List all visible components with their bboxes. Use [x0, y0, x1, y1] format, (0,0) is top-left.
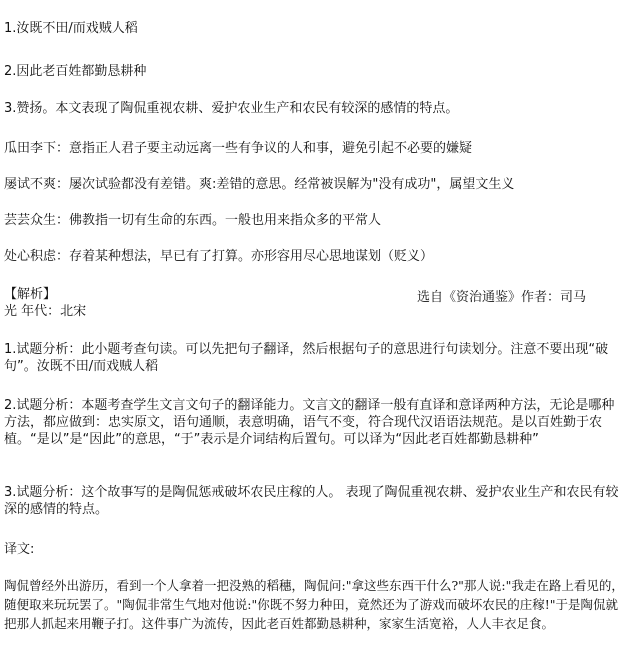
source-info: 选自《资治通鉴》作者：司马 — [417, 290, 587, 305]
translation-body: 陶侃曾经外出游历，看到一个人拿着一把没熟的稻穗，陶侃问:"拿这些东西干什么?"那人说:"我走在路上看见的，随便取来玩玩罢了。"陶侃非常生气地对他说:"你既不努力种田，竟然还为了游戏而破坏农民的庄稼!"于是陶侃就把那人抓起来用鞭子打。这件事广为流传，因此老百姓都勤恳耕种，家家生活宽裕，人人丰衣足食。 — [4, 578, 624, 631]
answer-2: 2.因此老百姓都勤恳耕种 — [4, 64, 147, 79]
source-info-continued: 光 年代：北宋 — [4, 304, 87, 319]
idiom-guatian-lixia: 瓜田李下：意指正人君子要主动远离一些有争议的人和事，避免引起不必要的嫌疑 — [4, 141, 473, 156]
idiom-lvshi-bushuang: 屡试不爽：屡次试验都没有差错。爽:差错的意思。经常被误解为"没有成功"，属望文生义 — [4, 177, 515, 192]
idiom-yunyun-zhongsheng: 芸芸众生：佛教指一切有生命的东西。一般也用来指众多的平常人 — [4, 213, 382, 228]
idiom-chuxin-jilv: 处心积虑：存着某种想法，早已有了打算。亦形容用尽心思地谋划（贬义） — [4, 249, 434, 264]
answer-3: 3.赞扬。本文表现了陶侃重视农耕、爱护农业生产和农民有较深的感情的特点。 — [4, 101, 459, 116]
analysis-paragraph-1: 1.试题分析：此小题考查句读。可以先把句子翻译，然后根据句子的意思进行句读划分。注意不要出现“破句”。汝既不田/而戏贼人稻 — [4, 342, 609, 374]
analysis-heading: 【解析】 — [4, 287, 57, 302]
analysis-paragraph-3: 3.试题分析：这个故事写的是陶侃惩戒破坏农民庄稼的人。 表现了陶侃重视农耕、爱护农业生产和农民有较深的感情的特点。 — [4, 485, 619, 517]
analysis-paragraph-2: 2.试题分析：本题考查学生文言文句子的翻译能力。文言文的翻译一般有直译和意译两种方法，无论是哪种方法，都应做到：忠实原文，语句通顺，表意明确，语气不变，符合现代汉语语法规范。是以百姓勤于农植。“是以”是“因此”的意思，“于”表示是介词结构后置句。可以译为“因此老百姓都勤恳耕种” — [4, 398, 615, 447]
translation-heading: 译文: — [4, 542, 35, 557]
answer-1: 1.汝既不田/而戏贼人稻 — [4, 21, 138, 36]
